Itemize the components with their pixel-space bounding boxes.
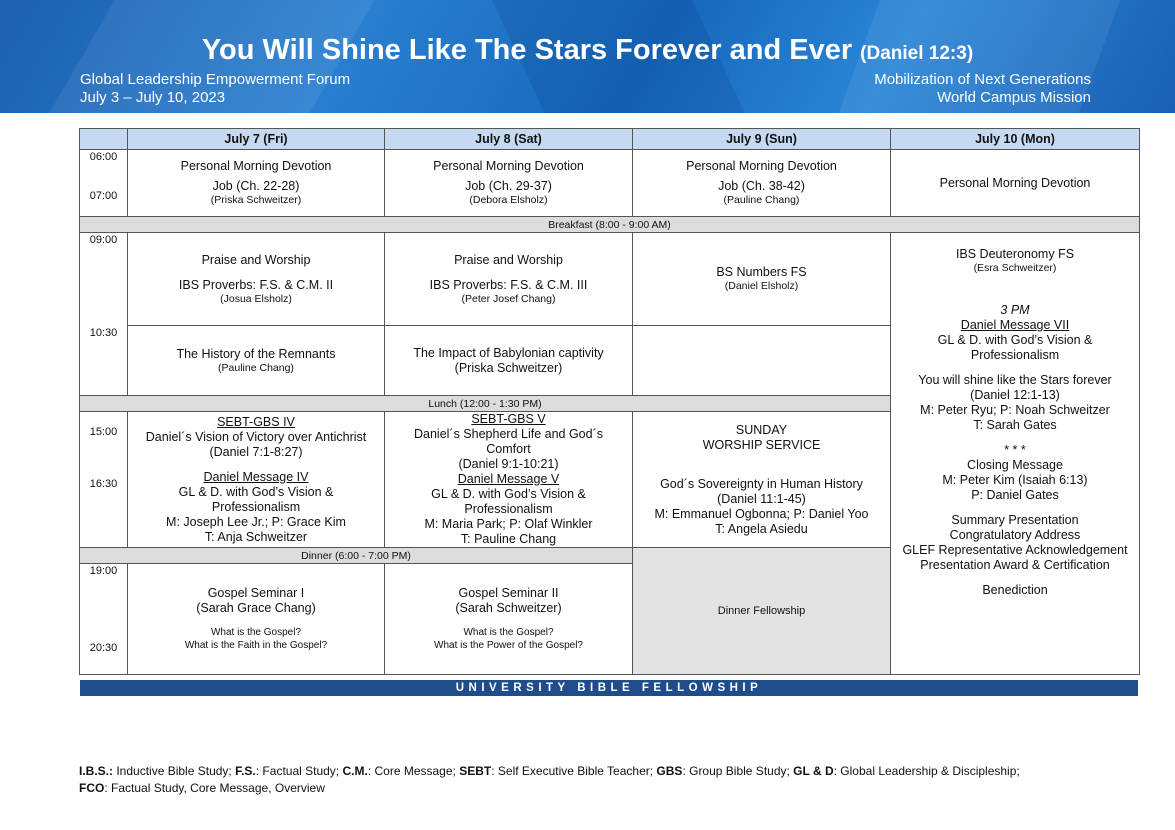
sebt-title: SEBT-GBS IV (217, 414, 295, 429)
day-header: July 7 (Fri) (128, 129, 385, 150)
session1-sun (633, 233, 891, 326)
time-label: 06:00 (89, 151, 118, 163)
seminar-leader: (Sarah Grace Chang) (196, 601, 316, 615)
message-t: T: Pauline Chang (460, 532, 557, 546)
benediction-item: Benediction (982, 583, 1048, 597)
devotion-reading: Job (Ch. 29-37) (465, 179, 552, 193)
abbreviation-notes (79, 763, 1139, 797)
devotion-leader: (Priska Schweitzer) (210, 194, 302, 206)
time-header (80, 129, 128, 150)
message-title: Daniel Message IV (203, 469, 309, 484)
notes-line-2 (79, 780, 1139, 797)
session-title: The History of the Remnants (176, 346, 336, 361)
fellowship-title: Dinner Fellowship (717, 604, 806, 617)
message-gl: GL & D. with God’s Vision & (937, 333, 1093, 347)
message-ref: (Daniel 12:1-13) (970, 388, 1060, 402)
forum-dates: July 3 – July 10, 2023 (80, 89, 226, 106)
abbr-def: : Group Bible Study; (682, 764, 794, 778)
seminar-question: What is the Power of the Gospel? (434, 640, 583, 651)
session2-sun (633, 326, 891, 396)
monday-column (891, 233, 1140, 675)
session2-fri (128, 326, 385, 396)
session2-sat (385, 326, 633, 396)
devotion-title: Personal Morning Devotion (433, 159, 584, 173)
ibs-title: IBS Deuteronomy FS (955, 247, 1075, 261)
table-header-row (80, 129, 1140, 150)
session1-fri (128, 233, 385, 326)
abbr-term: I.B.S.: (79, 764, 114, 778)
message-title: Daniel Message VII (960, 318, 1070, 332)
afternoon-sun (633, 412, 891, 548)
afternoon-sat (385, 412, 633, 548)
title-text: You Will Shine Like The Stars Forever and Ever (201, 34, 853, 66)
sebt-title: SEBT-GBS V (471, 412, 546, 426)
abbr-def: : Core Message; (367, 764, 460, 778)
service-title: SUNDAY (735, 422, 788, 437)
abbr-term: GBS (656, 764, 683, 778)
separator-stars: * * * (1004, 443, 1026, 457)
evening-sun (633, 548, 891, 675)
table-row (80, 233, 1140, 326)
time-label: 16:30 (89, 478, 118, 490)
sermon-title: God´s Sovereignty in Human History (660, 476, 863, 491)
vision-title: Daniel´s Shepherd Life and God´s (413, 427, 603, 441)
abbr-term: F.S. (235, 764, 256, 778)
morning-fri (128, 150, 385, 217)
morning-mon (891, 150, 1140, 217)
message-mp: M: Maria Park; P: Olaf Winkler (424, 517, 593, 531)
afternoon-fri (128, 412, 385, 548)
seminar-title: Gospel Seminar I (207, 586, 305, 600)
seminar-title: Gospel Seminar II (458, 586, 559, 600)
message-mp: M: Joseph Lee Jr.; P: Grace Kim (166, 514, 346, 529)
dinner-bar: Dinner (6:00 - 7:00 PM) (80, 548, 633, 564)
service-title2: WORSHIP SERVICE (702, 437, 821, 452)
day-header: July 8 (Sat) (385, 129, 633, 150)
schedule-table (79, 128, 1140, 675)
sermon-ref: (Daniel 11:1-45) (717, 491, 806, 506)
message-gl2: Professionalism (211, 499, 301, 514)
study-leader: (Josua Elsholz) (220, 292, 292, 305)
session-title: The Impact of Babylonian captivity (413, 345, 604, 360)
time-label: 15:00 (89, 426, 118, 438)
abbr-term: GL & D (793, 764, 834, 778)
header-right (874, 71, 1091, 107)
lunch-bar: Lunch (12:00 - 1:30 PM) (80, 396, 891, 412)
congrats-item: Congratulatory Address (949, 528, 1081, 542)
abbr-def: : Factual Study, Core Message, Overview (104, 781, 325, 795)
ubf-footer-bar: UNIVERSITY BIBLE FELLOWSHIP (80, 680, 1138, 696)
morning-sat (385, 150, 633, 217)
time-label: 07:00 (89, 190, 118, 202)
seminar-question: What is the Gospel? (463, 627, 554, 638)
study-leader: (Daniel Elsholz) (724, 280, 799, 292)
abbr-term: C.M. (342, 764, 368, 778)
session1-sat (385, 233, 633, 326)
day-header: July 10 (Mon) (891, 129, 1140, 150)
time-label: 19:00 (89, 565, 118, 577)
mission-text: World Campus Mission (937, 89, 1091, 106)
study-title: IBS Proverbs: F.S. & C.M. II (178, 277, 334, 292)
glef-item: GLEF Representative Acknowledgement (902, 543, 1128, 557)
praise-title: Praise and Worship (454, 252, 563, 267)
abbr-term: FCO (79, 781, 105, 795)
seminar-question: What is the Gospel? (210, 627, 302, 638)
breakfast-bar: Breakfast (8:00 - 9:00 AM) (80, 217, 1140, 233)
message-time: 3 PM (1000, 303, 1030, 317)
session-leader: (Priska Schweitzer) (454, 360, 563, 375)
message-t: T: Sarah Gates (973, 418, 1057, 432)
header-left (80, 71, 350, 107)
time-label: 10:30 (89, 327, 118, 339)
closing-m: M: Peter Kim (Isaiah 6:13) (942, 473, 1088, 487)
abbr-def: Inductive Bible Study; (113, 764, 236, 778)
abbr-def: : Global Leadership & Discipleship; (833, 764, 1020, 778)
sermon-t: T: Angela Asiedu (715, 521, 808, 536)
time-label: 09:00 (89, 234, 118, 246)
page-title (0, 34, 1175, 67)
devotion-title: Personal Morning Devotion (686, 159, 837, 173)
time-cell (80, 564, 128, 675)
study-leader: (Peter Josef Chang) (461, 292, 556, 305)
seminar-leader: (Sarah Schweitzer) (455, 601, 562, 615)
study-title: IBS Proverbs: F.S. & C.M. III (429, 277, 588, 292)
summary-item: Summary Presentation (951, 513, 1079, 527)
devotion-title: Personal Morning Devotion (939, 175, 1091, 190)
vision-ref: (Daniel 9:1-10:21) (458, 457, 559, 471)
message-mp: M: Peter Ryu; P: Noah Schweitzer (920, 403, 1110, 417)
message-gl2: Professionalism (970, 348, 1060, 362)
evening-sat (385, 564, 633, 675)
abbr-def: : Factual Study; (255, 764, 343, 778)
award-item: Presentation Award & Certification (920, 558, 1110, 572)
time-cell (80, 233, 128, 396)
devotion-title: Personal Morning Devotion (180, 159, 332, 173)
message-t: T: Anja Schweitzer (204, 529, 308, 544)
abbr-term: SEBT (459, 764, 492, 778)
ibs-leader: (Esra Schweitzer) (973, 262, 1057, 274)
abbr-def: : Self Executive Bible Teacher; (491, 764, 657, 778)
praise-title: Praise and Worship (201, 252, 311, 267)
mobilization-text: Mobilization of Next Generations (874, 71, 1091, 88)
table-row (80, 217, 1140, 233)
seminar-question: What is the Faith in the Gospel? (184, 640, 328, 651)
evening-fri (128, 564, 385, 675)
header-banner (0, 0, 1175, 113)
study-title: BS Numbers FS (716, 265, 807, 279)
table-row (80, 150, 1140, 217)
message-gl: GL & D. with God’s Vision & (431, 487, 586, 501)
time-label: 20:30 (89, 642, 118, 654)
vision-title: Daniel´s Vision of Victory over Antichrist (145, 429, 367, 444)
day-header: July 9 (Sun) (633, 129, 891, 150)
title-reference: (Daniel 12:3) (860, 43, 974, 64)
devotion-reading: Job (Ch. 38-42) (718, 179, 805, 193)
time-cell (80, 150, 128, 217)
message-theme: You will shine like the Stars forever (918, 373, 1112, 387)
session-leader: (Pauline Chang) (218, 361, 294, 374)
time-cell (80, 412, 128, 548)
devotion-reading: Job (Ch. 22-28) (212, 179, 300, 193)
notes-line-1 (79, 763, 1139, 780)
sermon-mp: M: Emmanuel Ogbonna; P: Daniel Yoo (654, 506, 869, 521)
message-gl: GL & D. with God’s Vision & (178, 484, 334, 499)
message-gl2: Professionalism (464, 502, 553, 516)
devotion-leader: (Pauline Chang) (723, 194, 800, 206)
vision-title2: Comfort (486, 442, 531, 456)
devotion-leader: (Debora Elsholz) (469, 194, 548, 206)
message-title: Daniel Message V (457, 472, 560, 486)
forum-name: Global Leadership Empowerment Forum (80, 71, 351, 88)
closing-p: P: Daniel Gates (971, 488, 1059, 502)
morning-sun (633, 150, 891, 217)
closing-title: Closing Message (967, 458, 1063, 472)
vision-ref: (Daniel 7:1-8:27) (209, 444, 303, 459)
